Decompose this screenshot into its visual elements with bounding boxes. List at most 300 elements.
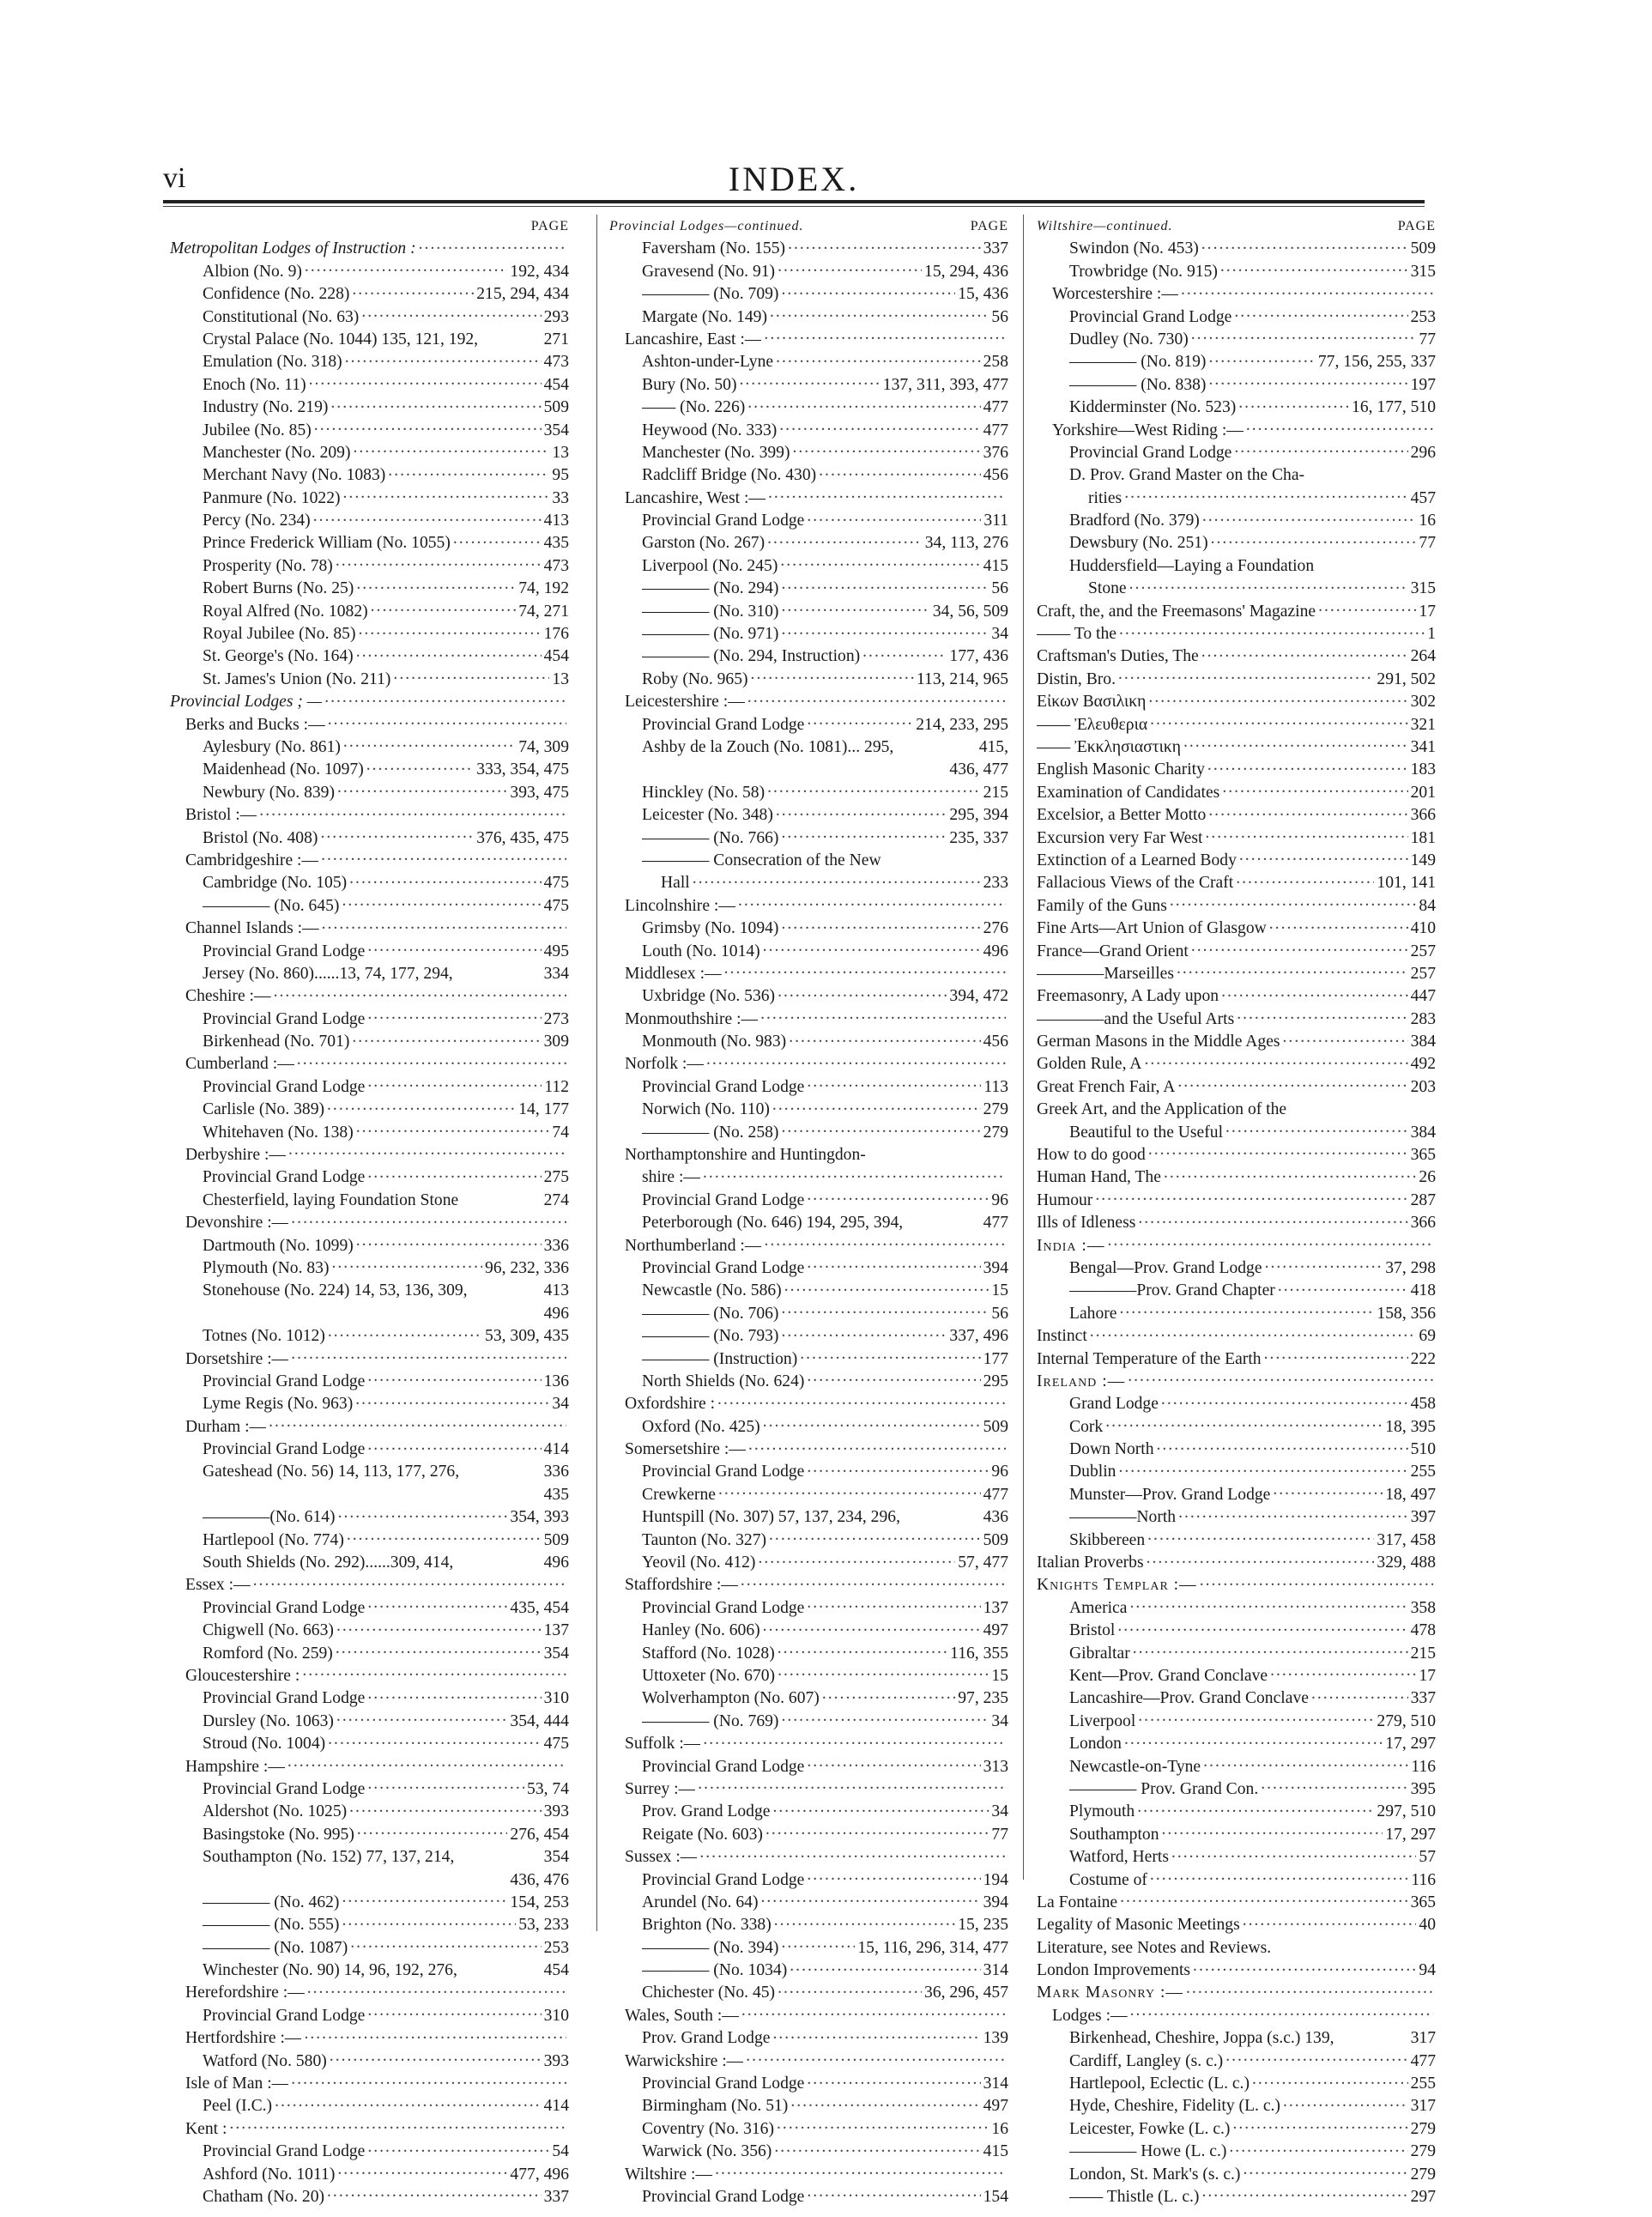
leader-dots — [349, 1800, 541, 1817]
entry-title: ———— (No. 971) — [642, 625, 779, 644]
leader-dots — [862, 645, 947, 662]
entry-pages: 384 — [1410, 1123, 1436, 1142]
leader-dots — [1234, 440, 1407, 457]
entry-title: South Shields (No. 292)......309, 414, — [203, 1554, 454, 1572]
index-entry — [170, 2162, 569, 2184]
index-entry — [609, 645, 1008, 667]
leader-dots — [807, 1075, 981, 1092]
index-entry — [170, 1256, 569, 1278]
index-entry — [170, 1482, 569, 1505]
leader-dots — [781, 599, 929, 616]
entry-title: —— Ἐλευθερια — [1037, 715, 1148, 734]
index-entry — [170, 1890, 569, 1912]
entry-title: Royal Alfred (No. 1082) — [203, 602, 368, 621]
index-entry — [170, 1550, 569, 1572]
index-entry — [1037, 1120, 1436, 1142]
index-entry — [609, 1482, 1008, 1505]
entry-title: Great French Fair, A — [1037, 1077, 1176, 1096]
leader-dots — [1261, 1777, 1407, 1794]
index-entry — [1037, 803, 1436, 826]
entry-title: Cardiff, Langley (s. c.) — [1069, 2051, 1224, 2070]
entry-title: Crewkerne — [642, 1485, 716, 1504]
leader-dots — [807, 2184, 980, 2202]
entry-title: Family of the Guns — [1037, 896, 1167, 915]
entry-pages: 394, 472 — [949, 987, 1008, 1006]
entry-title: Louth (No. 1014) — [642, 942, 760, 960]
index-entry — [1037, 599, 1436, 621]
entry-title: Humour — [1037, 1190, 1093, 1209]
leader-dots — [1211, 531, 1417, 548]
entry-pages: 329, 488 — [1377, 1554, 1436, 1572]
entry-pages: 235, 337 — [949, 828, 1008, 847]
entry-title: ———— (No. 555) — [203, 1916, 340, 1935]
entry-pages: 341 — [1410, 737, 1436, 756]
entry-title: St. James's Union (No. 211) — [203, 669, 391, 688]
entry-title: Faversham (No. 155) — [642, 239, 786, 258]
entry-title: Dursley (No. 1063) — [203, 1711, 334, 1730]
entry-title: Coventry (No. 316) — [642, 2119, 775, 2138]
entry-pages: 366 — [1410, 806, 1436, 825]
entry-pages: 302 — [1410, 693, 1436, 712]
index-entry — [609, 1550, 1008, 1572]
index-entry — [609, 1663, 1008, 1686]
entry-pages: 96 — [991, 1463, 1008, 1481]
leader-dots — [800, 1347, 980, 1364]
index-entry — [609, 1868, 1008, 1890]
entry-title: Newbury (No. 839) — [203, 783, 335, 802]
index-entry — [609, 1075, 1008, 1097]
page-label: PAGE — [530, 219, 569, 233]
entry-pages: 393 — [543, 2051, 569, 2070]
index-entry — [609, 1301, 1008, 1324]
entry-pages: 354 — [543, 1848, 569, 1867]
index-entry — [609, 984, 1008, 1007]
leader-dots — [359, 621, 542, 639]
leader-dots — [314, 418, 542, 435]
entry-title: Stroud (No. 1004) — [203, 1735, 326, 1754]
index-entry — [609, 1369, 1008, 1391]
leader-dots — [1120, 1890, 1407, 1907]
leader-dots — [1138, 1211, 1407, 1228]
leader-dots — [807, 1460, 989, 1477]
leader-dots — [741, 2003, 1006, 2020]
index-entry — [609, 1052, 1008, 1075]
leader-dots — [1161, 1392, 1408, 1409]
index-entry — [170, 893, 569, 916]
entry-title: Hartlepool (No. 774) — [203, 1530, 344, 1549]
leader-dots — [1147, 1550, 1375, 1567]
leader-dots — [792, 440, 980, 457]
leader-dots — [807, 1868, 980, 1885]
index-entry — [1037, 1256, 1436, 1278]
index-entry — [609, 758, 1008, 780]
leader-dots — [807, 508, 981, 525]
entry-pages: 454 — [543, 647, 569, 666]
index-entry — [609, 1279, 1008, 1301]
entry-pages: 354, 444 — [510, 1711, 569, 1730]
leader-dots — [763, 939, 981, 956]
leader-dots — [1164, 1166, 1416, 1183]
index-entry — [170, 1754, 569, 1777]
entry-title: Leicestershire :— — [625, 693, 745, 712]
entry-pages: 36, 296, 457 — [924, 1984, 1008, 2002]
entry-pages: 26 — [1419, 1168, 1436, 1187]
entry-title: Durham :— — [185, 1417, 267, 1436]
entry-title: Mark Masonry :— — [1037, 1984, 1184, 2002]
entry-title: Whitehaven (No. 138) — [203, 1123, 354, 1142]
index-entry — [1037, 2049, 1436, 2071]
index-entry — [1037, 1935, 1436, 1958]
index-entry — [609, 2162, 1008, 2184]
entry-pages: 15, 436 — [958, 285, 1008, 304]
leader-dots — [291, 2071, 566, 2088]
entry-pages: 279 — [1410, 2142, 1436, 2161]
entry-pages: 74, 309 — [518, 737, 569, 756]
entry-title: Bury (No. 50) — [642, 375, 737, 394]
entry-pages: 458 — [1410, 1395, 1436, 1414]
entry-title: Channel Islands :— — [185, 919, 319, 938]
index-entry — [1037, 1505, 1436, 1528]
entry-pages: 456 — [983, 466, 1008, 485]
index-entry — [609, 486, 1008, 508]
leader-dots — [1148, 1142, 1408, 1160]
entry-title: Provincial Grand Lodge — [203, 1077, 366, 1096]
leader-dots — [1157, 1438, 1408, 1455]
index-entry — [609, 1188, 1008, 1210]
index-entry — [609, 1800, 1008, 1822]
entry-pages: 154, 253 — [510, 1893, 569, 1911]
page-number: vi — [163, 162, 186, 194]
header-rule-thin — [163, 206, 1425, 207]
leader-dots — [1178, 1505, 1408, 1523]
leader-dots — [307, 1981, 566, 1998]
leader-dots — [332, 1256, 483, 1273]
leader-dots — [1243, 2162, 1407, 2179]
entry-pages: 410 — [1410, 919, 1436, 938]
entry-pages: 497 — [983, 1621, 1008, 1640]
entry-pages: 15 — [991, 1281, 1008, 1300]
entry-title: ———— (No. 394) — [642, 1938, 779, 1957]
leader-dots — [356, 1120, 550, 1137]
leader-dots — [764, 327, 1006, 344]
entry-pages: 181 — [1410, 828, 1436, 847]
entry-title: Cheshire :— — [185, 987, 271, 1006]
leader-dots — [1150, 712, 1408, 730]
entry-title: Liverpool (No. 245) — [642, 556, 778, 575]
index-entry — [1037, 1369, 1436, 1391]
entry-title: Lahore — [1069, 1304, 1117, 1323]
leader-dots — [715, 2162, 1006, 2179]
index-entry — [170, 1709, 569, 1731]
index-entry — [1037, 1301, 1436, 1324]
column-heading — [170, 216, 569, 237]
index-entry — [609, 1233, 1008, 1256]
entry-pages: 54 — [552, 2142, 569, 2161]
index-entry — [1037, 1029, 1436, 1051]
index-entries — [609, 237, 1008, 2208]
entry-pages: 275 — [543, 1168, 569, 1187]
index-entry — [1037, 848, 1436, 870]
entry-pages: 17, 297 — [1385, 1825, 1436, 1844]
leader-dots — [1095, 1188, 1407, 1205]
leader-dots — [747, 396, 980, 413]
entry-pages: 74 — [552, 1123, 569, 1142]
entry-title: ———— (Instruction) — [642, 1349, 798, 1368]
entry-title: German Masons in the Middle Ages — [1037, 1033, 1280, 1051]
entry-title: Chatham (No. 20) — [203, 2187, 325, 2206]
entry-pages: 183 — [1410, 760, 1436, 779]
entry-pages: 96 — [991, 1190, 1008, 1209]
index-entry — [170, 508, 569, 530]
leader-dots — [1221, 984, 1408, 1002]
entry-title: Dartmouth (No. 1099) — [203, 1236, 354, 1255]
index-entry — [170, 917, 569, 939]
entry-pages: 495 — [543, 942, 569, 960]
entry-title: ———— (No. 766) — [642, 828, 779, 847]
leader-dots — [1203, 1754, 1408, 1772]
entry-pages: 215, 294, 434 — [476, 285, 569, 304]
leader-dots — [1191, 939, 1408, 956]
leader-dots — [367, 2140, 549, 2157]
leader-dots — [1318, 599, 1416, 616]
leader-dots — [336, 1641, 542, 1658]
index-entry — [609, 237, 1008, 259]
entry-title: Provincial Grand Lodge — [203, 1689, 366, 1708]
index-entry — [170, 780, 569, 803]
index-entry — [1037, 350, 1436, 373]
entry-title: Yeovil (No. 412) — [642, 1554, 756, 1572]
index-entry — [609, 1007, 1008, 1029]
entry-title: Basingstoke (No. 995) — [203, 1825, 354, 1844]
entry-title: ———— (No. 310) — [642, 602, 779, 621]
index-entry — [609, 2049, 1008, 2071]
entry-title: Kent—Prov. Grand Conclave — [1069, 1667, 1268, 1685]
leader-dots — [229, 2117, 566, 2134]
index-entry — [170, 1029, 569, 1051]
leader-dots — [338, 1505, 508, 1523]
entry-title: Cumberland :— — [185, 1055, 294, 1074]
entry-title: Winchester (No. 90) 14, 96, 192, 276, — [203, 1961, 457, 1980]
entry-title: Instinct — [1037, 1327, 1087, 1346]
entry-pages: 477 — [983, 398, 1008, 417]
entry-pages: 276, 454 — [510, 1825, 569, 1844]
index-entry — [609, 667, 1008, 689]
entry-title: Legality of Masonic Meetings — [1037, 1916, 1240, 1935]
entry-pages: 297 — [1410, 2187, 1436, 2206]
leader-dots — [355, 1392, 549, 1409]
index-entry — [609, 1347, 1008, 1369]
leader-dots — [327, 2184, 542, 2202]
entry-title: Birkenhead (No. 701) — [203, 1033, 350, 1051]
index-entry — [609, 712, 1008, 735]
index-entry — [170, 1233, 569, 1256]
leader-dots — [1177, 1075, 1407, 1092]
index-entry — [170, 939, 569, 961]
entry-title: Provincial Grand Lodge — [203, 1779, 366, 1798]
entry-title: Freemasonry, A Lady upon — [1037, 987, 1219, 1006]
leader-dots — [330, 396, 541, 413]
leader-dots — [1129, 1596, 1407, 1613]
index-entry — [1037, 2026, 1436, 2049]
index-entry — [1037, 871, 1436, 893]
index-entry — [1037, 1007, 1436, 1029]
entry-title: Fine Arts—Art Union of Glasgow — [1037, 919, 1267, 938]
entry-title: Wiltshire :— — [625, 2165, 713, 2184]
index-entry — [609, 1687, 1008, 1709]
leader-dots — [807, 1754, 980, 1772]
entry-pages: 475 — [543, 896, 569, 915]
entry-title: Birmingham (No. 51) — [642, 2097, 789, 2116]
entry-title: Extinction of a Learned Body — [1037, 851, 1237, 869]
index-entry — [1037, 1347, 1436, 1369]
entry-title: Knights Templar :— — [1037, 1576, 1197, 1595]
leader-dots — [337, 2162, 507, 2179]
entry-pages: 393 — [543, 1802, 569, 1821]
entry-title: —— (No. 226) — [642, 398, 746, 417]
index-entry — [1037, 1460, 1436, 1482]
entry-pages: 436, 476 — [510, 1870, 569, 1889]
entry-title: ————Marseilles — [1037, 964, 1174, 983]
index-entry — [609, 1438, 1008, 1460]
leader-dots — [1201, 645, 1408, 662]
entry-title: Lancashire—Prov. Grand Conclave — [1069, 1689, 1309, 1708]
leader-dots — [822, 1687, 955, 1704]
entry-pages: 197 — [1410, 375, 1436, 394]
leader-dots — [1128, 1369, 1433, 1386]
entry-title: La Fontaine — [1037, 1893, 1118, 1911]
leader-dots — [1265, 1256, 1383, 1273]
entry-title: Gravesend (No. 91) — [642, 262, 776, 281]
entry-pages: 295, 394 — [949, 806, 1008, 825]
leader-dots — [1186, 1981, 1433, 1998]
index-entry — [609, 577, 1008, 599]
entry-pages: 496 — [983, 942, 1008, 960]
index-entry — [609, 396, 1008, 418]
entry-pages: 201 — [1410, 783, 1436, 802]
leader-dots — [357, 1822, 508, 1839]
entry-pages: 16 — [1419, 512, 1436, 530]
leader-dots — [349, 871, 541, 888]
entry-pages: 337 — [543, 2187, 569, 2206]
entry-title: Ashby de la Zouch (No. 1081)... 295, — [642, 737, 894, 756]
entry-title: Provincial Grand Lodge — [642, 1077, 805, 1096]
leader-dots — [1229, 2140, 1407, 2157]
entry-pages: 17 — [1419, 1667, 1436, 1685]
index-entry — [1037, 1528, 1436, 1550]
entry-title: Bengal—Prov. Grand Lodge — [1069, 1258, 1262, 1277]
index-entry — [1037, 1482, 1436, 1505]
entry-pages: 113, 214, 965 — [916, 669, 1008, 688]
entry-title: Ireland :— — [1037, 1372, 1126, 1390]
index-entry — [170, 1641, 569, 1663]
leader-dots — [741, 1573, 1006, 1590]
entry-title: Beautiful to the Useful — [1069, 1123, 1224, 1142]
entry-pages: 415 — [983, 556, 1008, 575]
leader-dots — [1232, 2117, 1407, 2134]
entry-title: Brighton (No. 338) — [642, 1916, 772, 1935]
entry-title: Dewsbury (No. 251) — [1069, 534, 1208, 553]
entry-pages: 15, 235 — [958, 1916, 1008, 1935]
leader-dots — [367, 1687, 541, 1704]
leader-dots — [1283, 2094, 1408, 2111]
leader-dots — [336, 1709, 508, 1726]
entry-title: Jubilee (No. 85) — [203, 421, 312, 439]
index-entry — [170, 1052, 569, 1075]
entry-pages: 509 — [543, 398, 569, 417]
index-entry — [170, 1460, 569, 1482]
index-entry — [1037, 690, 1436, 712]
leader-dots — [350, 1935, 541, 1953]
leader-dots — [1208, 350, 1315, 367]
entry-title: Munster—Prov. Grand Lodge — [1069, 1485, 1271, 1504]
entry-pages: 17, 297 — [1385, 1735, 1436, 1754]
leader-dots — [1222, 780, 1407, 797]
index-entry — [609, 531, 1008, 554]
leader-dots — [774, 1913, 955, 1930]
index-entry — [1037, 486, 1436, 508]
index-entry — [609, 1392, 1008, 1414]
index-entry — [1037, 712, 1436, 735]
page-label: PAGE — [1397, 219, 1436, 233]
leader-dots — [352, 282, 474, 300]
entry-pages: 14, 177 — [518, 1100, 569, 1119]
entry-title: Jersey (No. 860)......13, 74, 177, 294, — [203, 964, 453, 983]
entry-title: Hartlepool, Eclectic (L. c.) — [1069, 2075, 1250, 2093]
leader-dots — [291, 1347, 566, 1364]
entry-title: London — [1069, 1735, 1122, 1754]
entry-title: Staffordshire :— — [625, 1576, 738, 1595]
leader-dots — [819, 463, 980, 481]
entry-pages: 435 — [543, 1485, 569, 1504]
leader-dots — [778, 1663, 989, 1681]
entry-title: ————North — [1069, 1508, 1177, 1527]
entry-pages: 414 — [543, 2097, 569, 2116]
index-entry — [1037, 1732, 1436, 1754]
entry-title: Bristol — [1069, 1621, 1116, 1640]
index-entry — [609, 2117, 1008, 2139]
index-entry — [1037, 2140, 1436, 2162]
index-entry — [170, 1347, 569, 1369]
index-entry — [609, 826, 1008, 848]
leader-dots — [1208, 373, 1407, 390]
index-entry — [170, 735, 569, 757]
entry-title: Romford (No. 259) — [203, 1644, 333, 1663]
leader-dots — [275, 2094, 542, 2111]
index-entry — [609, 1166, 1008, 1188]
entry-pages: 337 — [1410, 1689, 1436, 1708]
header-rule — [163, 200, 1425, 203]
leader-dots — [313, 508, 542, 525]
index-entries — [1037, 237, 1436, 2208]
entry-pages: 475 — [543, 874, 569, 893]
entry-pages: 496 — [543, 1304, 569, 1323]
entry-title: ———— (No. 838) — [1069, 375, 1207, 394]
index-entry — [170, 961, 569, 984]
entry-title: Worcestershire :— — [1052, 285, 1178, 304]
entry-pages: 477 — [983, 1214, 1008, 1233]
entry-title: Roby (No. 965) — [642, 669, 748, 688]
entry-title: Devonshire :— — [185, 1214, 289, 1233]
entry-pages: 279 — [983, 1100, 1008, 1119]
leader-dots — [778, 259, 922, 276]
leader-dots — [393, 667, 549, 684]
leader-dots — [327, 1098, 516, 1115]
leader-dots — [1270, 1663, 1416, 1681]
index-entry — [1037, 2003, 1436, 2026]
entry-title: Εἰκων Βασιλικη — [1037, 693, 1147, 712]
index-entry — [170, 1505, 569, 1528]
index-entry — [609, 1142, 1008, 1165]
